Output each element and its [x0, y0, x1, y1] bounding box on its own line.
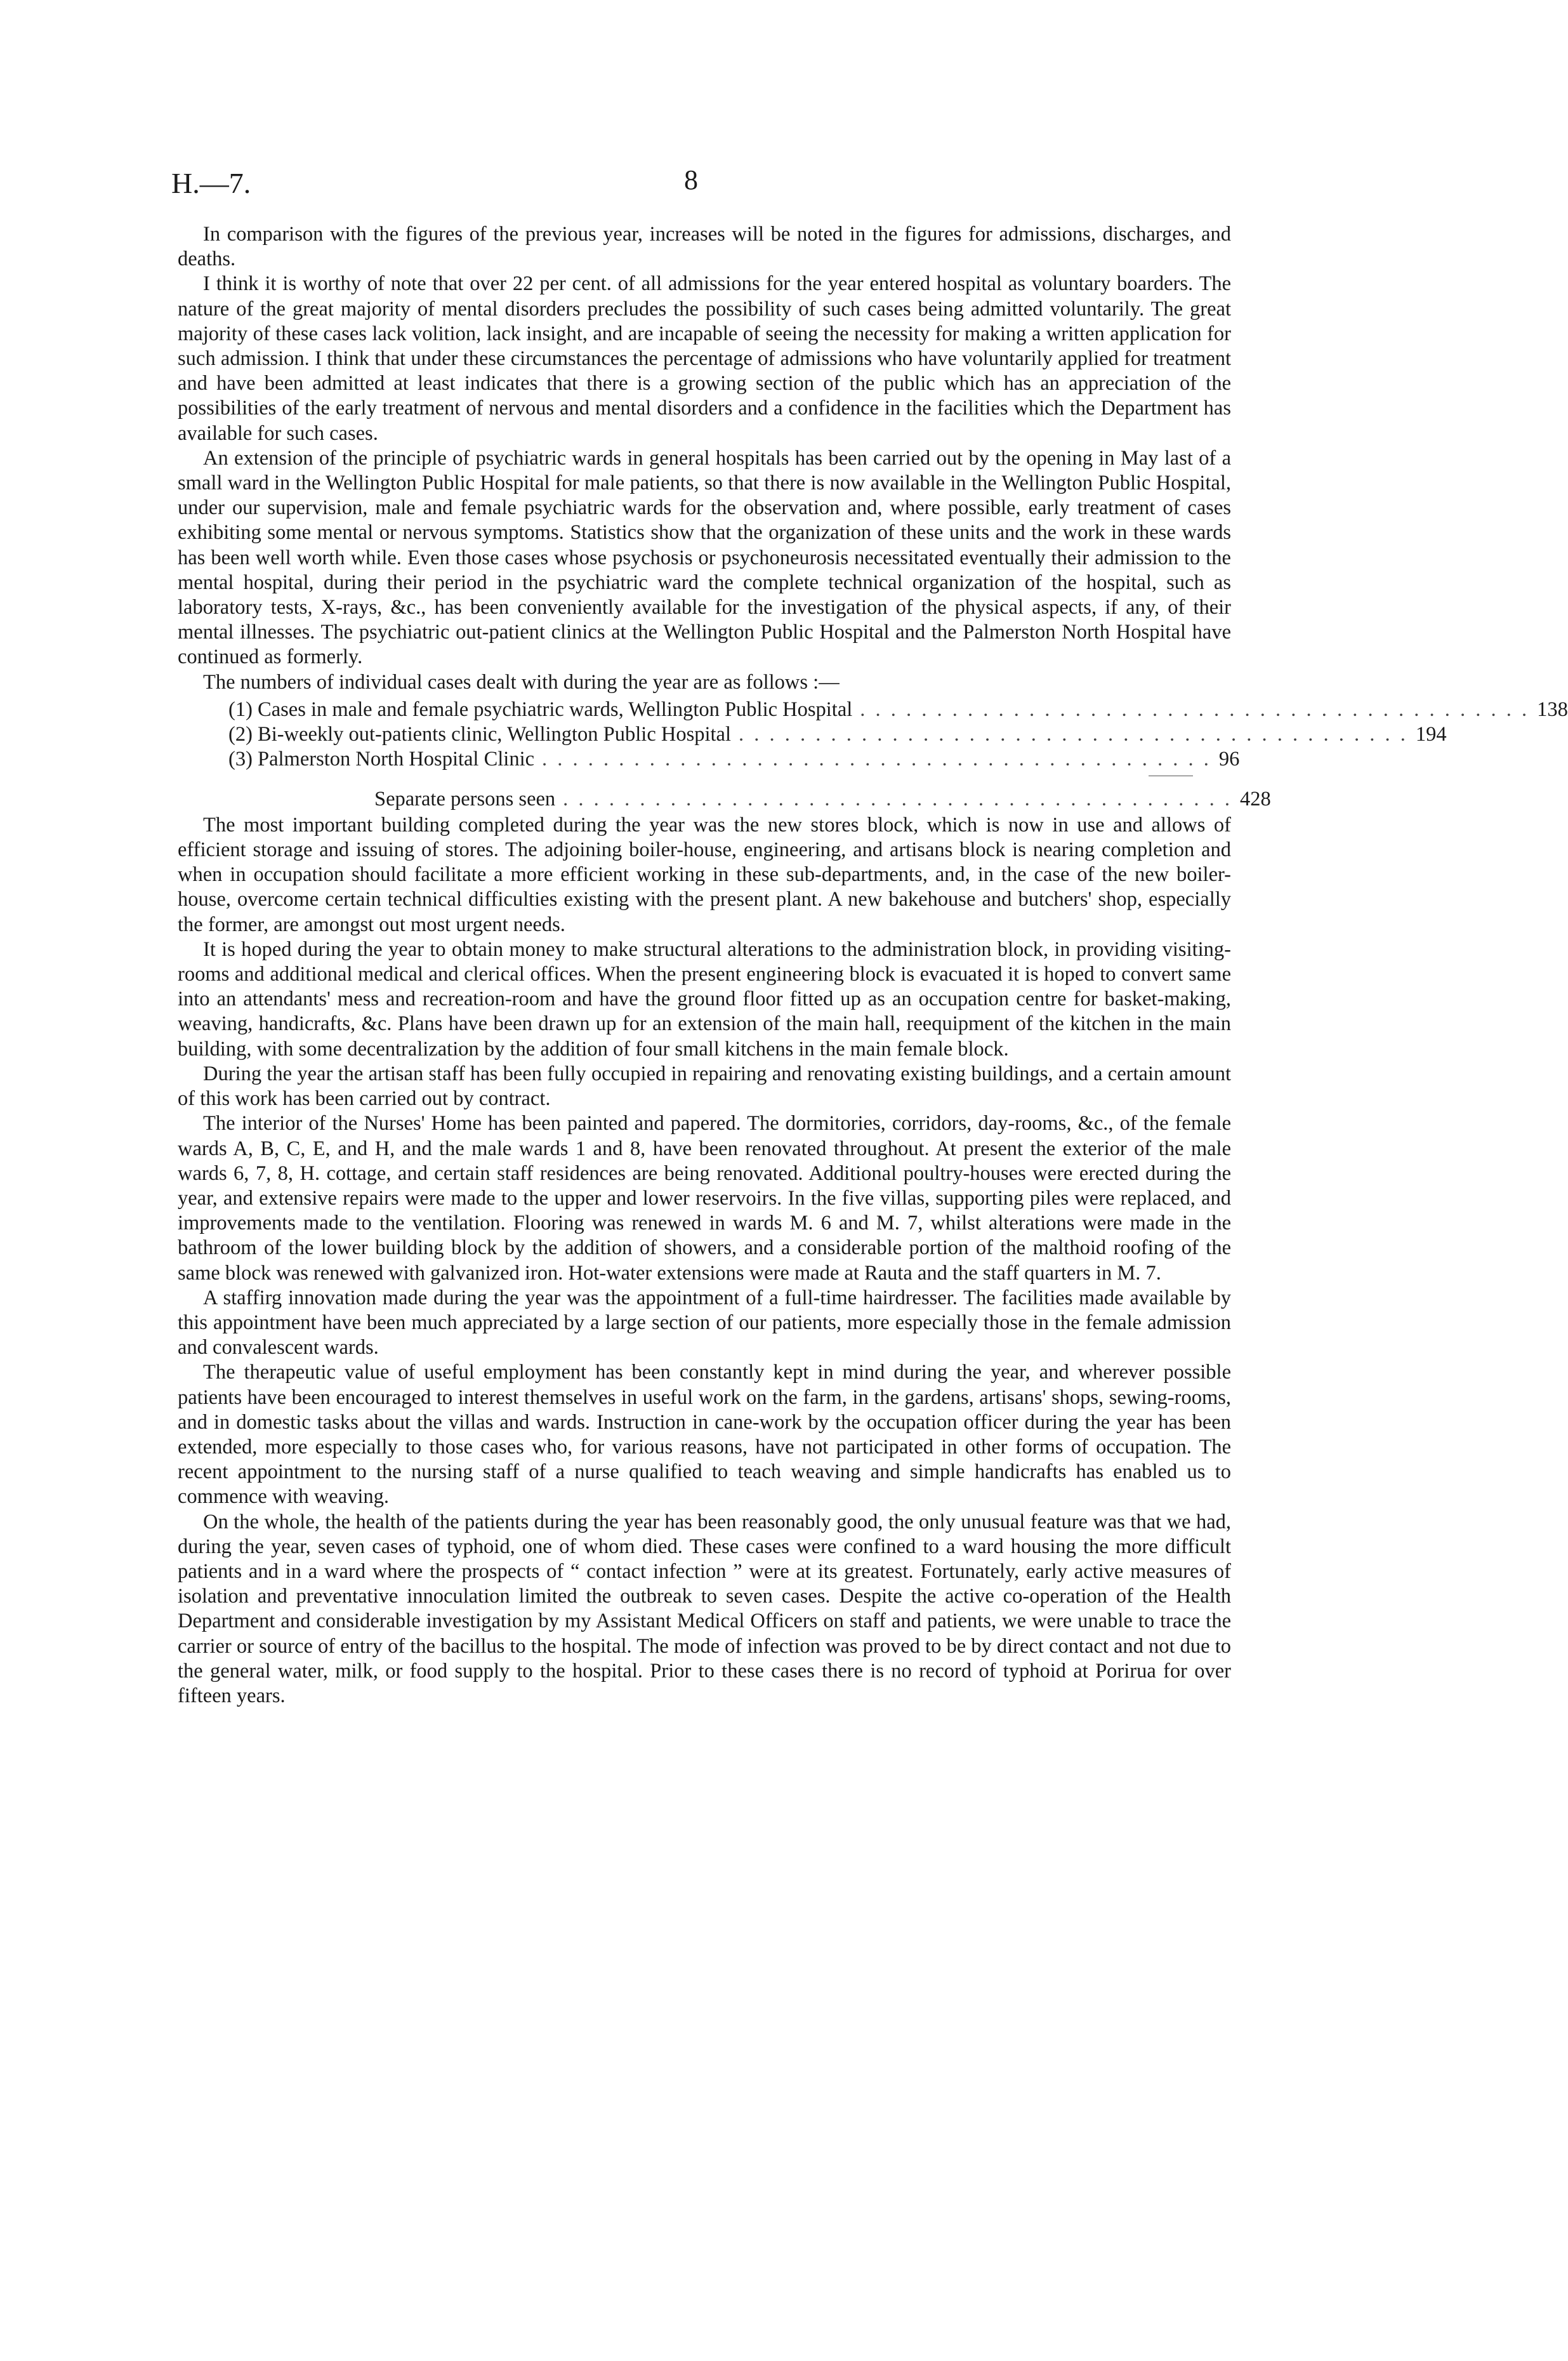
- document-reference: H.—7.: [171, 167, 251, 199]
- paragraph: It is hoped during the year to obtain money to make structural alterations to the administration block, in providing visiting-rooms and additional medical and clerical offices. When the present engineering block is evacuated it is hoped to convert same into an attendants' mess and recreation-room and have the ground floor fitted up as an occupation centre for basket-making, weaving, handicrafts, &c. Plans have been drawn up for an extension of the main hall, reequipment of the kitchen in the main building, with some decentralization by the addition of four small kitchens in the main female block.: [178, 937, 1231, 1061]
- case-row: [228, 747, 1240, 772]
- total-label: Separate persons seen: [374, 787, 556, 810]
- case-count: 96: [1218, 747, 1240, 770]
- paragraph: I think it is worthy of note that over 22 per cent. of all admissions for the year entered hospital as voluntary boarders. The nature of the great majority of mental disorders precludes the possibility of such cases being admitted voluntarily. The great majority of these cases lack volition, lack insight, and are incapable of seeing the necessity for making a written application for such admission. I think that under these circumstances the percentage of admissions who have voluntarily applied for treatment and have been admitted at least indicates that there is a growing section of the public which has an appreciation of the possibilities of the early treatment of nervous and mental disorders and a confidence in the facilities which the Department has available for such cases.: [178, 272, 1231, 445]
- paragraph: The most important building completed during the year was the new stores block, which is now in use and allows of efficient storage and issuing of stores. The adjoining boiler-house, engineering, and artisans block is nearing completion and when in occupation should facilitate a more efficient working in these sub-departments, and, in the case of the new boiler-house, overcome certain technical difficulties existing with the present plant. A new bakehouse and butchers' shop, especially the former, are amongst out most urgent needs.: [178, 813, 1231, 936]
- paragraph: On the whole, the health of the patients during the year has been reasonably good, the only unusual feature was that we had, during the year, seven cases of typhoid, one of whom died. These cases were confined to a ward housing the more difficult patients and in a ward where the prospects of “ contact infection ” were at its greatest. Fortunately, early active measures of isolation and preventative innoculation limited the outbreak to seven cases. Despite the active co-operation of the Health Department and considerable investigation by my Assistant Medical Officers on staff and patients, we were unable to trace the carrier or source of entry of the bacillus to the hospital. The mode of infection was proved to be by direct contact and not due to the general water, milk, or food supply to the hospital. Prior to these cases there is no record of typhoid at Porirua for over fifteen years.: [178, 1510, 1231, 1707]
- paragraph: A staffirg innovation made during the year was the appointment of a full-time hairdresser. The facilities made available by this appointment have been much appreciated by a large section of our patients, more especially those in the female admission and convalescent wards.: [178, 1286, 1231, 1359]
- case-label: (2) Bi-weekly out-patients clinic, Wellington Public Hospital: [228, 722, 731, 746]
- total-row: [228, 787, 1271, 812]
- paragraph: During the year the artisan staff has been fully occupied in repairing and renovating existing buildings, and a certain amount of this work has been carried out by contract.: [178, 1062, 1231, 1111]
- page-number: 8: [684, 164, 698, 195]
- case-count: 194: [1415, 722, 1447, 746]
- case-count: 138: [1537, 698, 1568, 721]
- leader-dots: . . . . . . . . . . . . . . . . . . . . . . . . . . . . . . . . . . . . . . . . . . . .: [860, 698, 1530, 721]
- case-row: [228, 722, 1447, 747]
- sum-rule-row: [228, 772, 1193, 784]
- paragraph: The interior of the Nurses' Home has been painted and papered. The dormitories, corridors, day-rooms, &c., of the female wards A, B, C, E, and H, and the male wards 1 and 8, have been renovated throughout. At present the exterior of the male wards 6, 7, 8, H. cottage, and certain staff residences are being renovated. Additional poultry-houses were erected during the year, and extensive repairs were made to the upper and lower reservoirs. In the five villas, supporting piles were replaced, and improvements made to the ventilation. Flooring was renewed in wards M. 6 and M. 7, whilst alterations were made in the bathroom of the lower building block by the addition of showers, and a considerable portion of the malthoid roofing of the same block was renewed with galvanized iron. Hot-water extensions were made at Rauta and the staff quarters in M. 7.: [178, 1112, 1231, 1285]
- case-label: (1) Cases in male and female psychiatric wards, Wellington Public Hospital: [228, 698, 853, 721]
- leader-dots: . . . . . . . . . . . . . . . . . . . . . . . . . . . . . . . . . . . . . . . . . . . .: [739, 722, 1408, 746]
- paragraph: The numbers of individual cases dealt with during the year are as follows :—: [203, 670, 840, 694]
- total-count: 428: [1240, 787, 1271, 810]
- case-row: [228, 698, 1568, 722]
- paragraph: The therapeutic value of useful employment has been constantly kept in mind during the year, and wherever possible patients have been encouraged to interest themselves in useful work on the farm, in the gardens, artisans' shops, sewing-rooms, and in domestic tasks about the villas and wards. Instruction in cane-work by the occupation officer during the year has been extended, more especially to those cases who, for various reasons, have not participated in other forms of occupation. The recent appointment to the nursing staff of a nurse qualified to teach weaving and simple handicrafts has enabled us to commence with weaving.: [178, 1361, 1231, 1509]
- paragraph: In comparison with the figures of the previous year, increases will be noted in the figures for admissions, discharges, and deaths.: [178, 223, 1231, 271]
- leader-dots: . . . . . . . . . . . . . . . . . . . . . . . . . . . . . . . . . . . . . . . . . . . .: [542, 747, 1211, 770]
- case-label: (3) Palmerston North Hospital Clinic: [228, 747, 535, 770]
- paragraph: An extension of the principle of psychiatric wards in general hospitals has been carried out by the opening in May last of a small ward in the Wellington Public Hospital for male patients, so that there is now available in the Wellington Public Hospital, under our supervision, male and female psychiatric wards for the observation and, where possible, early treatment of cases exhibiting some mental or nervous symptoms. Statistics show that the organization of these units and the work in these wards has been well worth while. Even those cases whose psychosis or psychoneurosis necessitated eventually their admission to the mental hospital, during their period in the psychiatric ward the complete technical organization of the hospital, such as laboratory tests, X-rays, &c., has been conveniently available for the investigation of the physical aspects, if any, of their mental illnesses. The psychiatric out-patient clinics at the Wellington Public Hospital and the Palmerston North Hospital have continued as formerly.: [178, 446, 1231, 669]
- leader-dots: . . . . . . . . . . . . . . . . . . . . . . . . . . . . . . . . . . . . . . . . . . . .: [563, 787, 1233, 810]
- cases-table: [228, 698, 1568, 812]
- body-text: [178, 222, 1568, 1709]
